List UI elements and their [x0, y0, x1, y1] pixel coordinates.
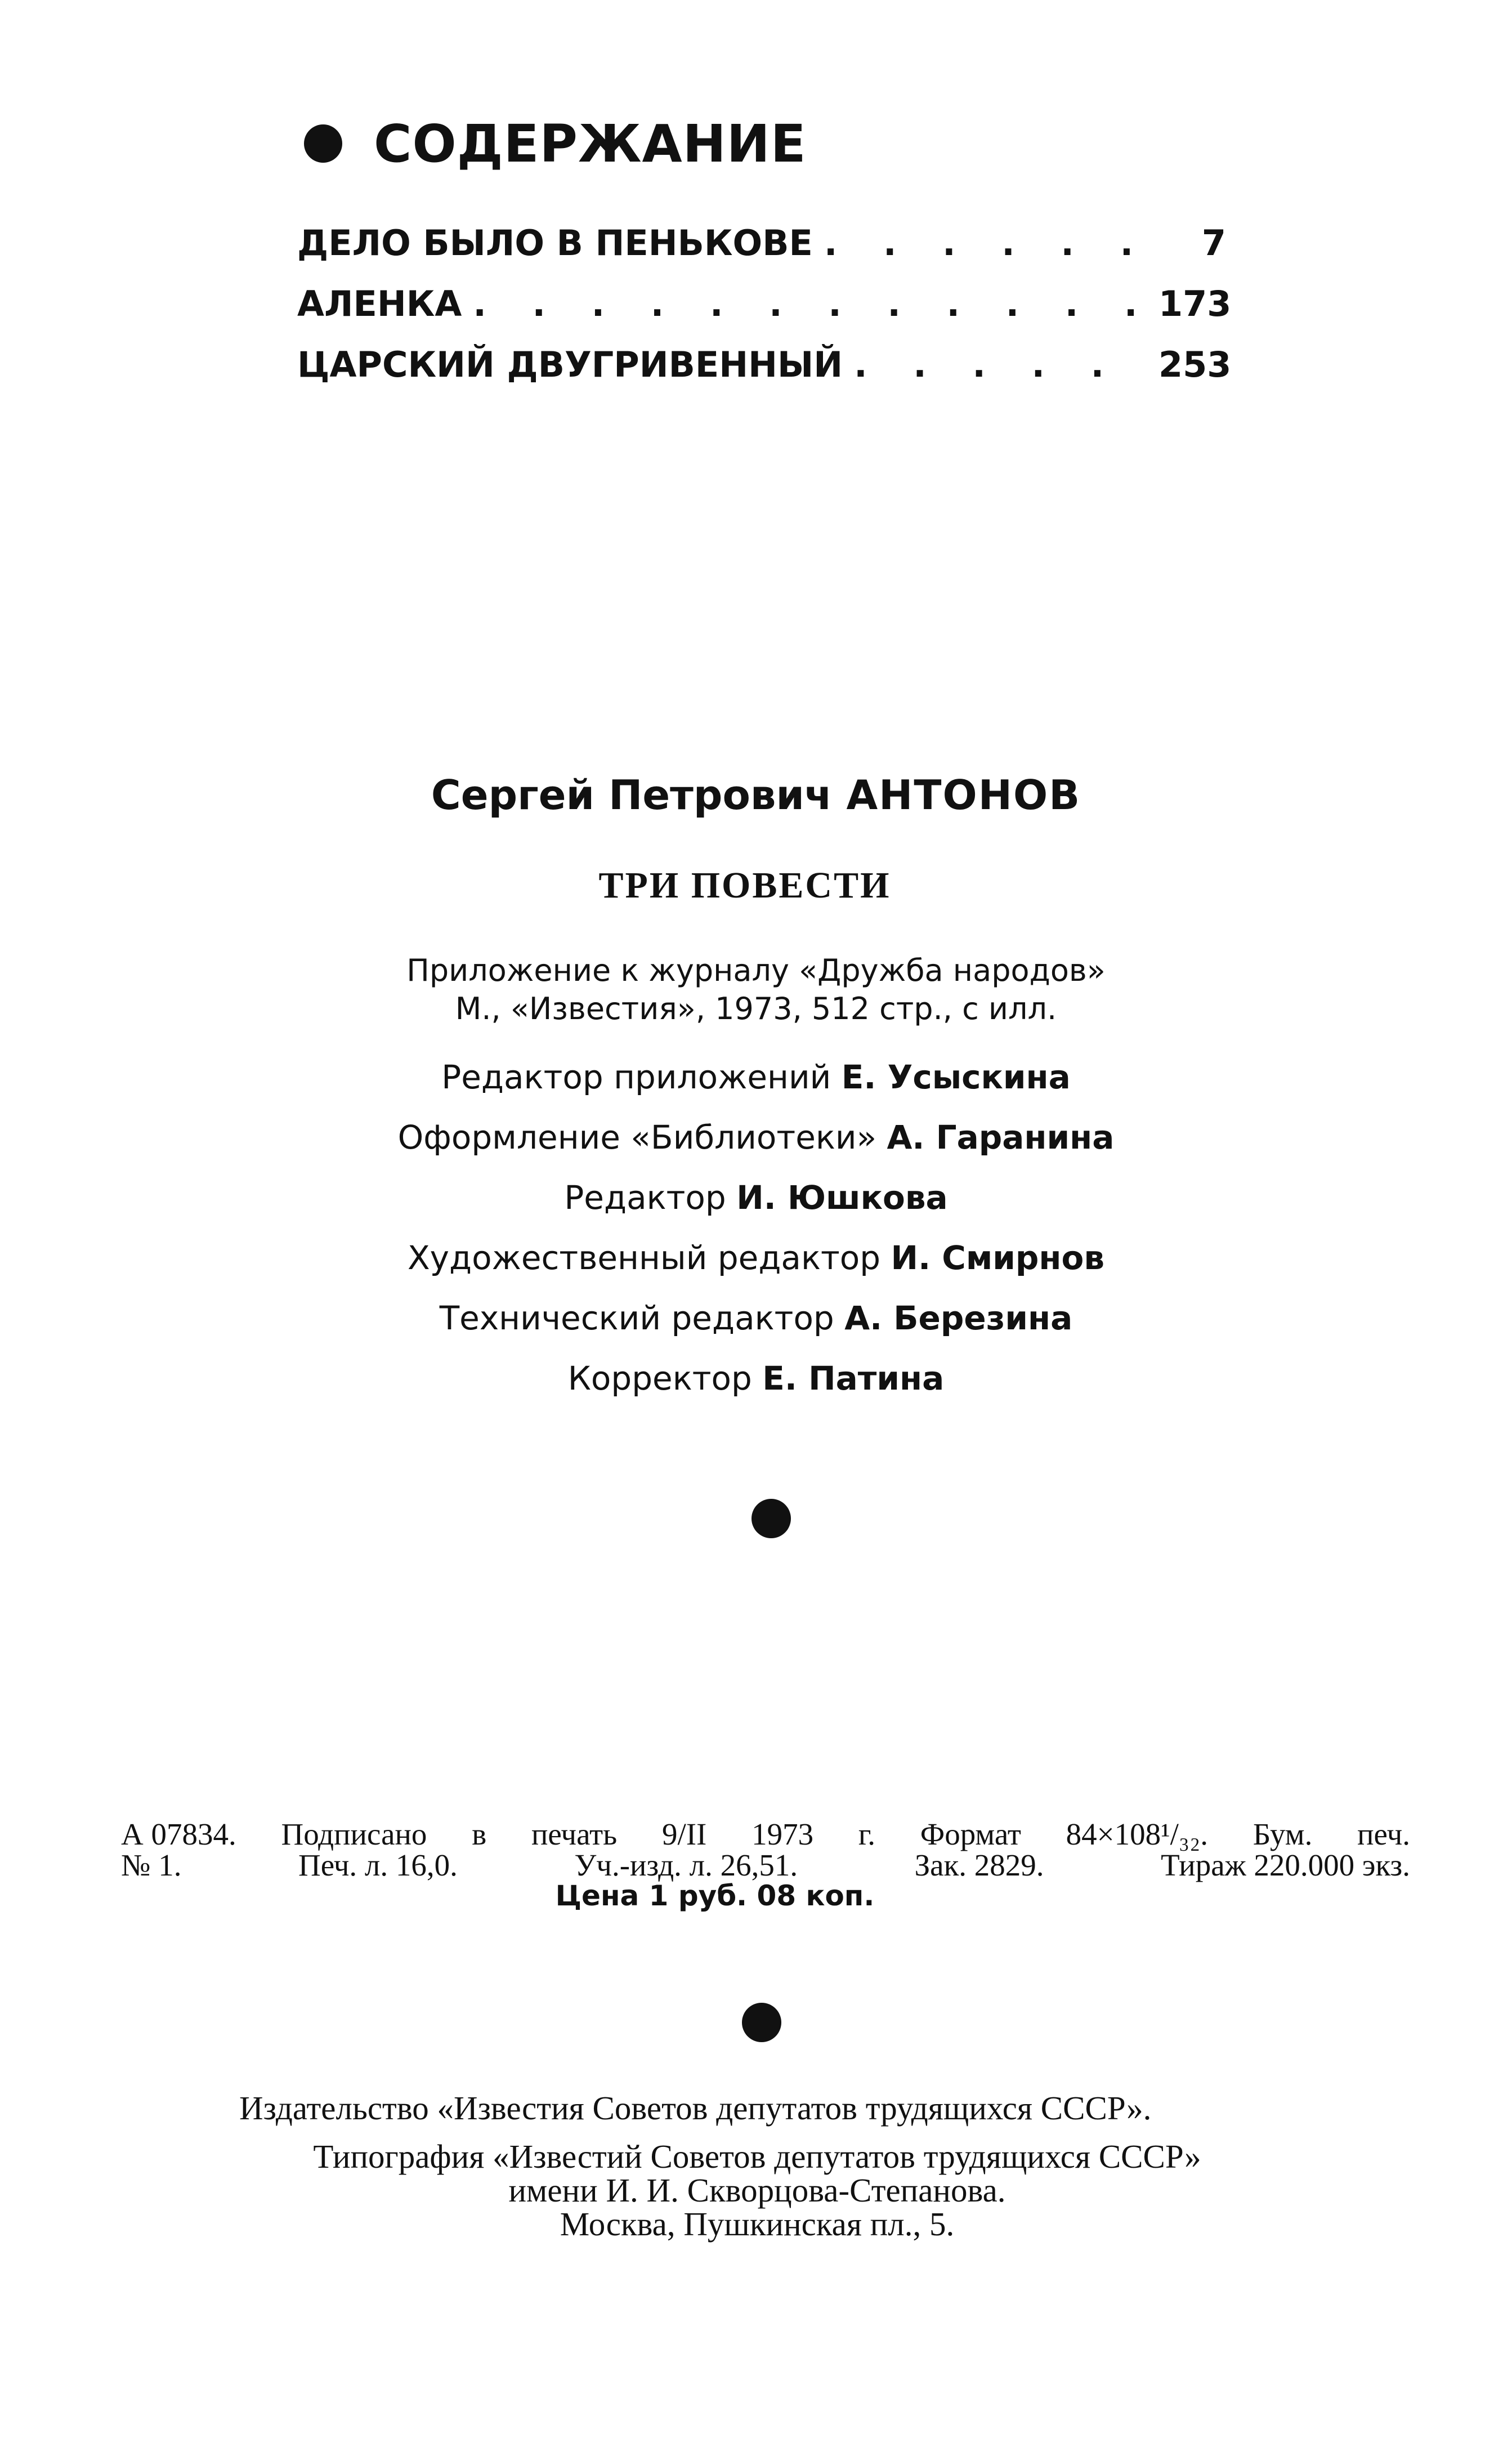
toc-entry-page: 253 [1158, 344, 1232, 385]
supplement-info [0, 952, 1512, 1028]
printing-house [186, 2140, 1328, 2241]
toc-entry[interactable] [297, 222, 1226, 283]
table-of-contents [297, 222, 1232, 405]
credit-role: Художественный редактор [407, 1239, 881, 1277]
bullet-dot-icon [304, 124, 342, 163]
print-data-segment: Зак. 2829. [914, 1848, 1044, 1882]
credits-list [0, 1047, 1512, 1409]
print-data-segment: Тираж 220.000 экз. [1161, 1848, 1410, 1882]
printing-house-address: Москва, Пушкинская пл., 5. [560, 2205, 955, 2243]
toc-entry-page: 173 [1158, 283, 1232, 324]
printing-house-line: Типография «Известий Советов депутатов трудящихся СССР» [313, 2138, 1201, 2175]
toc-entry[interactable] [297, 344, 1232, 405]
publication-line: М., «Известия», 1973, 512 стр., с илл. [455, 991, 1057, 1026]
supplement-line: Приложение к журналу «Дружба народов» [406, 953, 1106, 988]
toc-entry-title: ЦАРСКИЙ ДВУГРИВЕННЫЙ [297, 344, 843, 385]
credit-row [0, 1047, 1512, 1108]
book-title: ТРИ ПОВЕСТИ [598, 865, 891, 906]
print-data-word: 1973 [751, 1817, 814, 1851]
credit-row [0, 1168, 1512, 1228]
credit-person: И. Юшкова [736, 1178, 948, 1217]
separator-dot-icon [742, 2003, 781, 2042]
credit-person: Е. Усыскина [841, 1058, 1071, 1096]
print-data-segment: Уч.-изд. л. 26,51. [574, 1848, 798, 1882]
credit-person: Е. Патина [762, 1359, 945, 1397]
publisher: Издательство «Известия Советов депутатов трудящихся СССР». [239, 2089, 1152, 2127]
print-data-word: печать [531, 1817, 618, 1851]
credit-role: Технический редактор [439, 1299, 834, 1337]
author-surname: АНТОНОВ [846, 771, 1081, 819]
credit-person: А. Гаранина [887, 1118, 1115, 1156]
toc-dot-leader [854, 344, 1147, 385]
credit-person: И. Смирнов [891, 1239, 1105, 1277]
print-data [121, 1819, 1410, 1912]
contents-title: СОДЕРЖАНИЕ [374, 113, 807, 174]
toc-dot-leader [473, 283, 1147, 324]
toc-dot-leader [824, 222, 1147, 264]
credit-row [0, 1108, 1512, 1168]
credit-person: А. Березина [844, 1299, 1073, 1337]
toc-entry-title: АЛЕНКА [297, 283, 462, 324]
toc-entry-title: ДЕЛО БЫЛО В ПЕНЬКОВЕ [297, 222, 813, 264]
print-data-segment: Печ. л. 16,0. [298, 1848, 458, 1882]
author-name [0, 771, 1512, 819]
toc-entry[interactable] [297, 283, 1232, 344]
credit-role: Корректор [567, 1359, 752, 1397]
contents-heading [304, 104, 807, 183]
author-given-names: Сергей Петрович [431, 771, 833, 819]
print-data-line [121, 1819, 1410, 1850]
credit-role: Оформление «Библиотеки» [397, 1118, 877, 1156]
price: Цена 1 руб. 08 коп. [555, 1879, 875, 1912]
print-data-word: г. [858, 1817, 876, 1851]
print-data-segment: № 1. [121, 1848, 182, 1882]
credit-row [0, 1228, 1512, 1288]
print-data-word: 9/II [661, 1817, 707, 1851]
printing-house-line: имени И. И. Скворцова-Степанова. [508, 2172, 1006, 2209]
credit-row [0, 1348, 1512, 1409]
print-data-word: Формат [920, 1817, 1021, 1851]
print-data-word: печ. [1357, 1817, 1410, 1851]
print-data-word: в [472, 1817, 487, 1851]
credit-role: Редактор [564, 1178, 726, 1217]
print-data-word: Бум. [1252, 1817, 1313, 1851]
print-data-word: 84×108¹/₃₂. [1066, 1817, 1209, 1851]
print-data-word: А 07834. [121, 1817, 236, 1851]
print-data-line [121, 1850, 1410, 1881]
print-data-word: Подписано [281, 1817, 427, 1851]
separator-dot-icon [751, 1499, 791, 1538]
credit-row [0, 1288, 1512, 1348]
toc-entry-page: 7 [1201, 222, 1226, 264]
credit-role: Редактор приложений [441, 1058, 831, 1096]
